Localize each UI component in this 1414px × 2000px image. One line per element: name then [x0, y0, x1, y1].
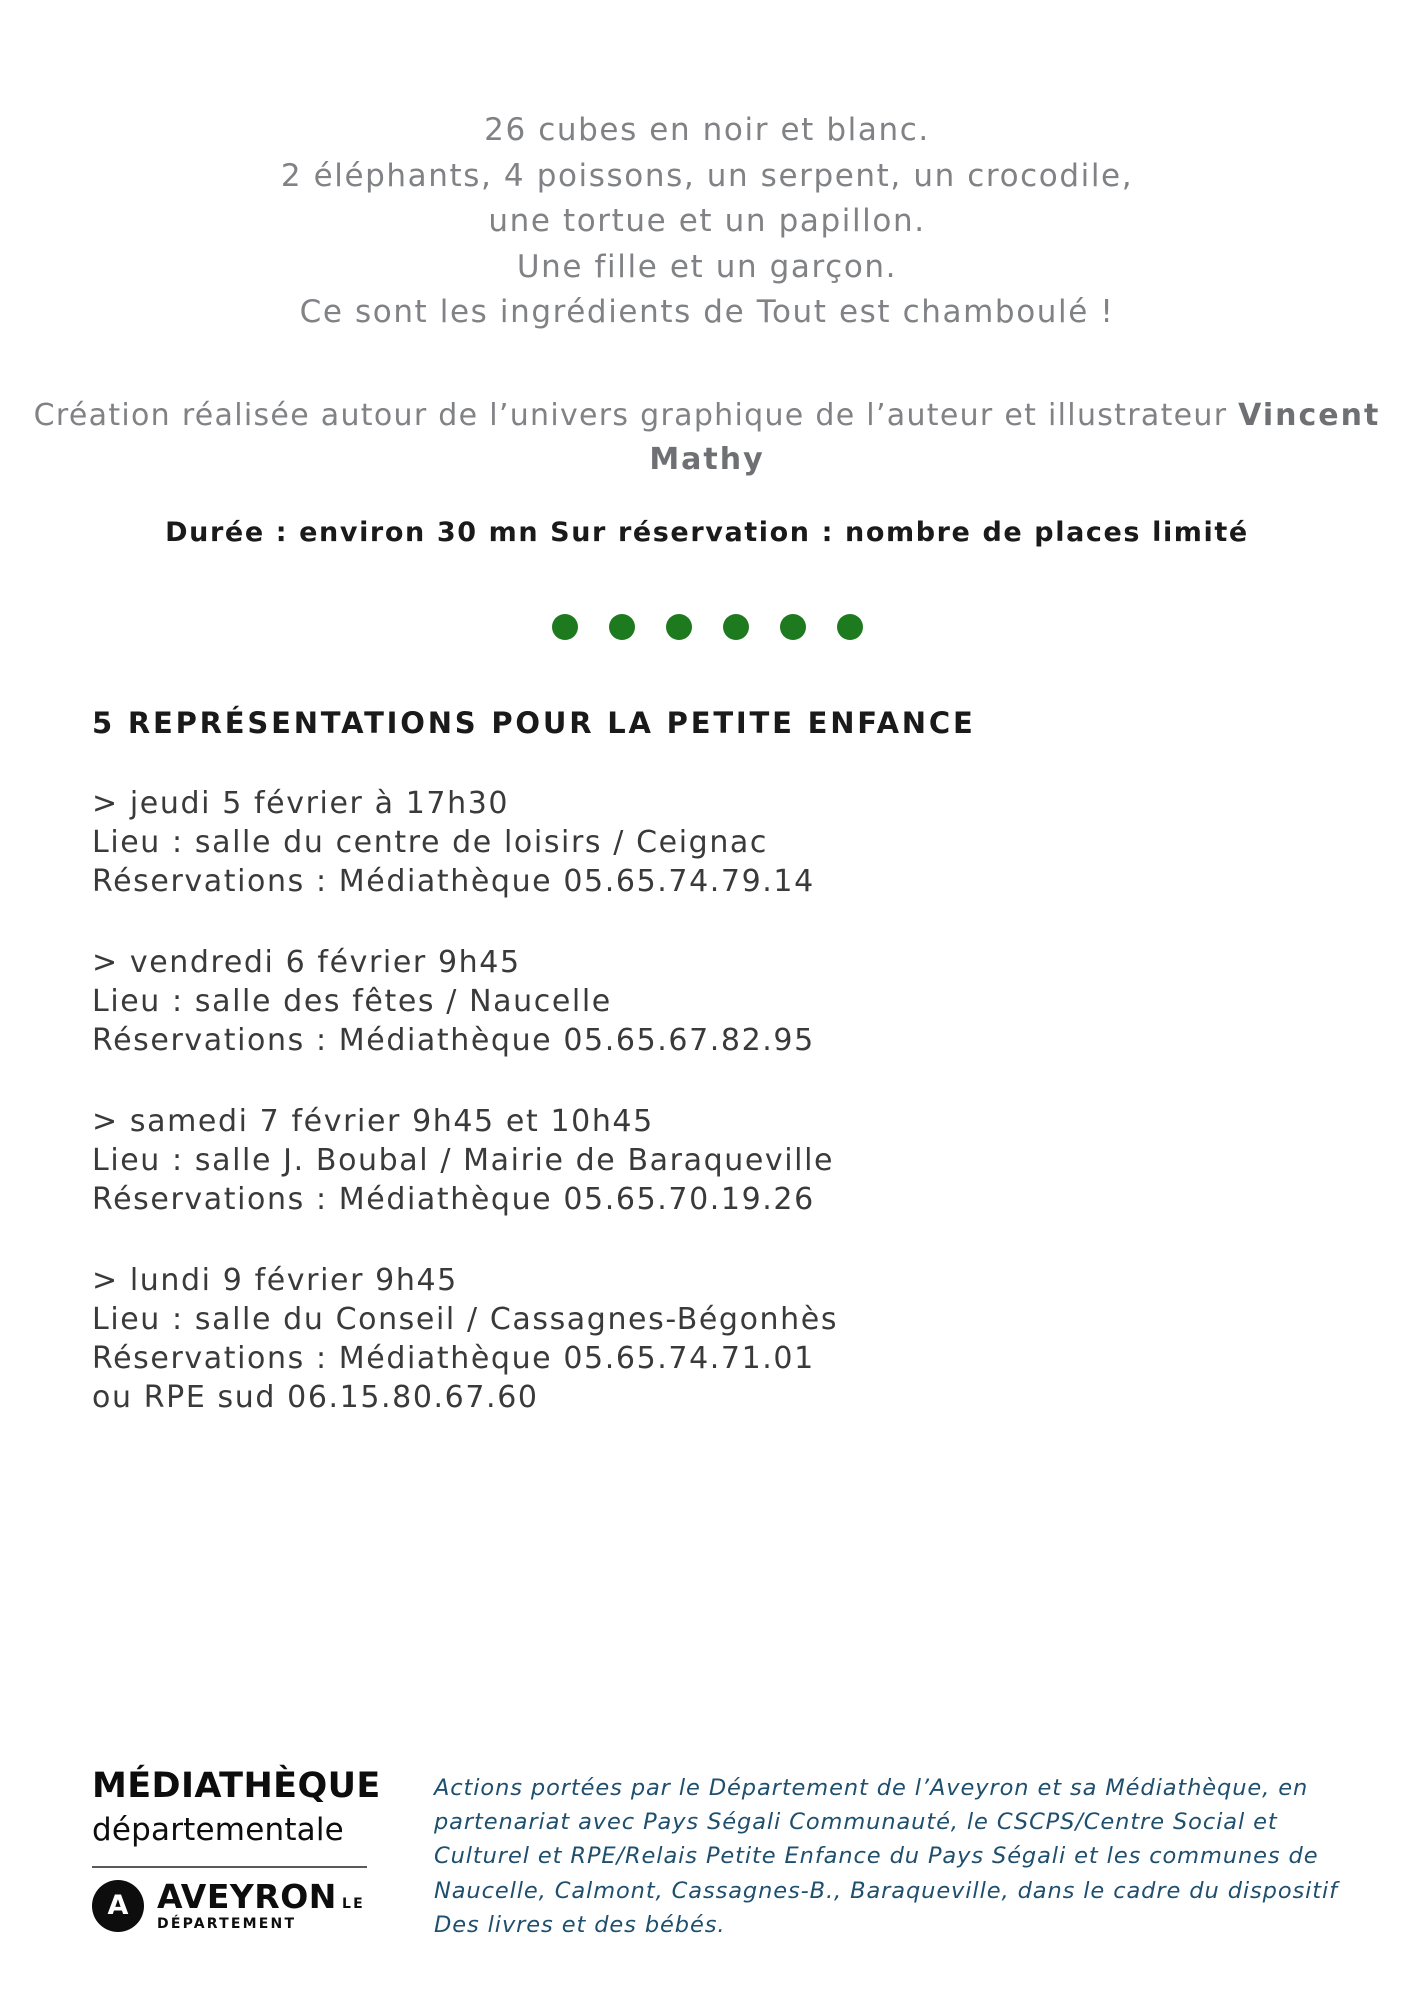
session-booking: Réservations : Médiathèque 05.65.74.71.01	[92, 1340, 815, 1376]
dot-icon	[837, 614, 863, 640]
list-item	[92, 784, 1344, 901]
logo-departementale-text: départementale	[92, 1812, 344, 1849]
dot-icon	[552, 614, 578, 640]
session-date: > lundi 9 février 9h45	[92, 1262, 458, 1298]
list-item	[92, 943, 1344, 1060]
aveyron-title: AVEYRON	[157, 1876, 337, 1916]
dot-icon	[723, 614, 749, 640]
session-place: Lieu : salle des fêtes / Naucelle	[92, 983, 612, 1019]
footer	[0, 1763, 1414, 1942]
aveyron-mark-letter: A	[107, 1890, 129, 1922]
list-item	[92, 1102, 1344, 1219]
dot-icon	[609, 614, 635, 640]
duration-text: Durée : environ 30 mn	[165, 516, 540, 548]
author-name: Vincent Mathy	[649, 397, 1381, 478]
session-booking: Réservations : Médiathèque 05.65.70.19.26	[92, 1181, 815, 1217]
logo-mediatheque-text: MÉDIATHÈQUE	[92, 1766, 381, 1807]
creation-line-2-prefix: de l’auteur et illustrateur	[815, 397, 1239, 433]
session-place: Lieu : salle du Conseil / Cassagnes-Bégonhès	[92, 1301, 839, 1337]
session-place: Lieu : salle du centre de loisirs / Ceignac	[92, 824, 769, 860]
session-date: > vendredi 6 février 9h45	[92, 944, 521, 980]
aveyron-mark-icon	[92, 1880, 144, 1932]
creation-line-1: Création réalisée autour de l’univers graphique	[33, 397, 805, 433]
session-booking-alt: ou RPE sud 06.15.80.67.60	[92, 1379, 539, 1415]
dot-icon	[780, 614, 806, 640]
session-place: Lieu : salle J. Boubal / Mairie de Baraqueville	[92, 1142, 835, 1178]
session-date: > jeudi 5 février à 17h30	[92, 785, 510, 821]
sessions-title: 5 REPRÉSENTATIONS POUR LA PETITE ENFANCE	[92, 705, 976, 740]
session-booking: Réservations : Médiathèque 05.65.74.79.14	[92, 863, 815, 899]
session-booking: Réservations : Médiathèque 05.65.67.82.95	[92, 1022, 815, 1058]
dot-divider	[0, 614, 1414, 640]
creation-credit	[0, 394, 1414, 483]
aveyron-logo-text	[157, 1876, 392, 1932]
partners-text: Actions portées par le Département de l’Aveyron et sa Médiathèque, en partenariat avec Pays Ségali Communauté, le CSCPS/Centre Social et Culturel et RPE/Relais Petite Enfance du Pays Ségali et les communes de Naucelle, Calmont, Cassagnes-B., Baraqueville, dans le cadre du dispositif Des livres et des bébés.	[434, 1775, 1338, 1938]
aveyron-subtitle: LE DÉPARTEMENT	[157, 1895, 365, 1932]
intro-paragraph	[0, 108, 1414, 336]
aveyron-logo	[92, 1876, 392, 1932]
intro-line-5: Ce sont les ingrédients de Tout est chamboulé !	[299, 294, 1115, 331]
reservation-text: Sur réservation : nombre de places limité	[550, 516, 1249, 548]
dot-icon	[666, 614, 692, 640]
list-item	[92, 1261, 1344, 1417]
logo-divider	[92, 1866, 367, 1868]
intro-line-1: 26 cubes en noir et blanc.	[484, 112, 930, 148]
intro-line-2: 2 éléphants, 4 poissons, un serpent, un crocodile,	[280, 157, 1134, 194]
practical-details	[0, 513, 1414, 552]
session-date: > samedi 7 février 9h45 et 10h45	[92, 1103, 654, 1139]
sessions-section	[0, 706, 1414, 1417]
intro-line-4: Une fille et un garçon.	[516, 248, 898, 285]
mediatheque-logo	[92, 1763, 392, 1932]
intro-line-3: une tortue et un papillon.	[488, 203, 926, 240]
